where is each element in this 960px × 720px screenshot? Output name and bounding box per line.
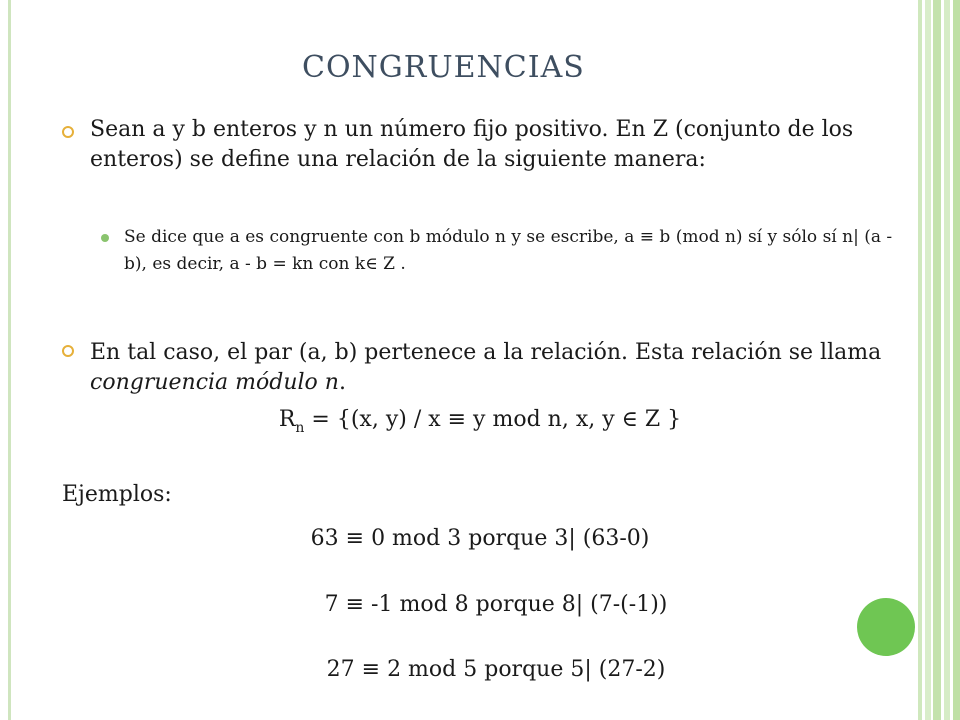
bullet-ring-icon (62, 345, 74, 357)
formula-body: = {(x, y) / x ≡ y mod n, x, y ∈ Z } (304, 407, 682, 432)
paragraph-definition: Sean a y b enteros y n un número fijo positivo. En Z (conjunto de los enteros) se define una relación de la siguiente manera: (90, 117, 854, 172)
sub-bullet-congruence: Se dice que a es congruente con b módulo n y se escribe, a ≡ b (mod n) sí y sólo sí n| (a - b), es decir, a - b = kn con k∈ Z . (124, 227, 893, 274)
formula-r: R (278, 407, 296, 432)
examples-label: Ejemplos: (62, 482, 172, 507)
paragraph-relation-italic: congruencia módulo n (90, 370, 339, 395)
sub-bullet-dot-icon (101, 234, 109, 242)
paragraph-relation-end: . (338, 370, 346, 395)
example-line: 7 ≡ -1 mod 8 porque 8| (7-(-1)) (324, 592, 668, 617)
left-border-line (8, 0, 11, 720)
example-line: 63 ≡ 0 mod 3 porque 3| (63-0) (310, 526, 650, 551)
example-line: 27 ≡ 2 mod 5 porque 5| (27-2) (326, 657, 666, 682)
slide-title: CONGRUENCIAS (302, 50, 585, 85)
paragraph-relation-text: En tal caso, el par (a, b) pertenece a la relación. Esta relación se llama (90, 340, 882, 365)
formula-subscript: n (295, 420, 305, 436)
bullet-ring-icon (62, 126, 74, 138)
relation-formula (0, 407, 960, 436)
paragraph-relation (90, 338, 910, 398)
